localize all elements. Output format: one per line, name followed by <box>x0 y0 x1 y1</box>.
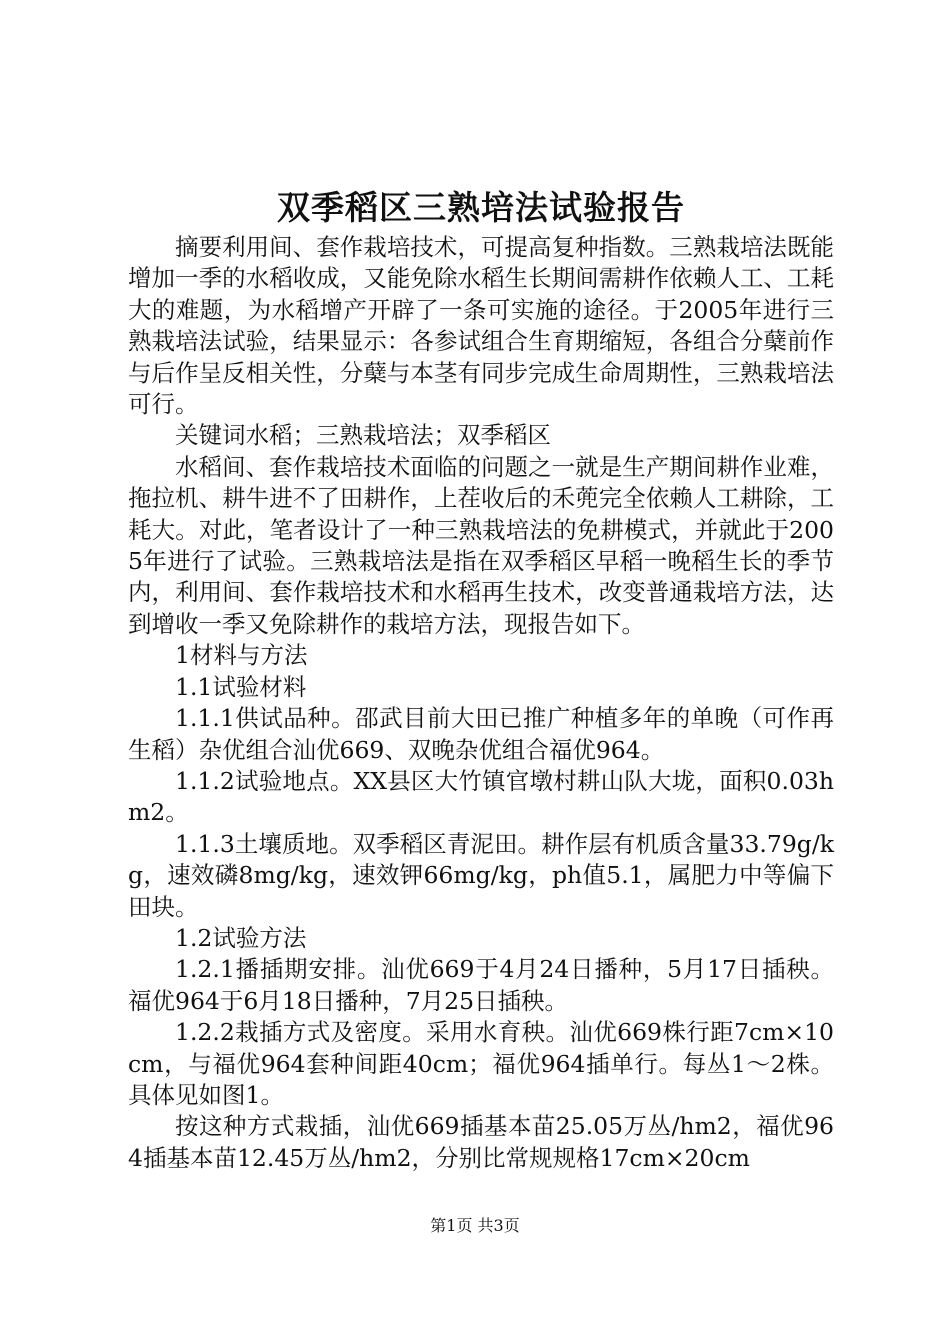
paragraph-seedlings: 按这种方式栽插，汕优669插基本苗25.05万丛/hm2，福优964插基本苗12.45万丛/hm2，分别比常规规格17cm×20cm <box>128 1112 834 1172</box>
keywords-line: 关键词水稻；三熟栽培法；双季稻区 <box>175 421 551 450</box>
paragraph-planting: 1.2.2栽插方式及密度。采用水育秧。汕优669株行距7cm×10cm，与福优964套种间距40cm；福优964插单行。每丛1～2株。具体见如图1。 <box>128 1018 834 1109</box>
subsection-heading-methods: 1.2试验方法 <box>175 923 307 952</box>
abstract-paragraph: 摘要利用间、套作栽培技术，可提高复种指数。三熟栽培法既能增加一季的水稻收成，又能免除水稻生长期间需耕作依赖人工、工耗大的难题，为水稻增产开辟了一条可实施的途径。于2005年进行三熟栽培法试验，结果显示：各参试组合生育期缩短，各组合分蘖前作与后作呈反相关性，分蘖与本茎有同步完成生命周期性，三熟栽培法可行。 <box>128 233 834 419</box>
section-heading-materials-methods: 1材料与方法 <box>175 641 308 670</box>
document-title: 双季稻区三熟培法试验报告 <box>277 188 685 227</box>
document-page <box>128 186 834 1174</box>
paragraph-soil: 1.1.3土壤质地。双季稻区青泥田。耕作层有机质含量33.79g/kg，速效磷8mg/kg，速效钾66mg/kg，ph值5.1，属肥力中等偏下田块。 <box>128 829 834 921</box>
subsection-heading-materials: 1.1试验材料 <box>175 672 307 701</box>
intro-paragraph: 水稻间、套作栽培技术面临的问题之一就是生产期间耕作业难，拖拉机、耕牛进不了田耕作，上茬收后的禾蔸完全依赖人工耕除，工耗大。对此，笔者设计了一种三熟栽培法的免耕模式，并就此于2005年进行了试验。三熟栽培法是指在双季稻区早稻一晚稻生长的季节内，利用间、套作栽培技术和水稻再生技术，改变普通栽培方法，达到增收一季又免除耕作的栽培方法，现报告如下。 <box>128 452 834 638</box>
paragraph-varieties: 1.1.1供试品种。邵武目前大田已推广种植多年的单晚（可作再生稻）杂优组合汕优669、双晚杂优组合福优964。 <box>128 704 834 764</box>
paragraph-location: 1.1.2试验地点。XX县区大竹镇官墩村耕山队大垅，面积0.03hm2。 <box>128 766 834 827</box>
paragraph-schedule: 1.2.1播插期安排。汕优669于4月24日播种，5月17日插秧。福优964于6月18日播种，7月25日插秧。 <box>128 955 834 1015</box>
page-footer: 第1页 共3页 <box>430 1216 520 1235</box>
